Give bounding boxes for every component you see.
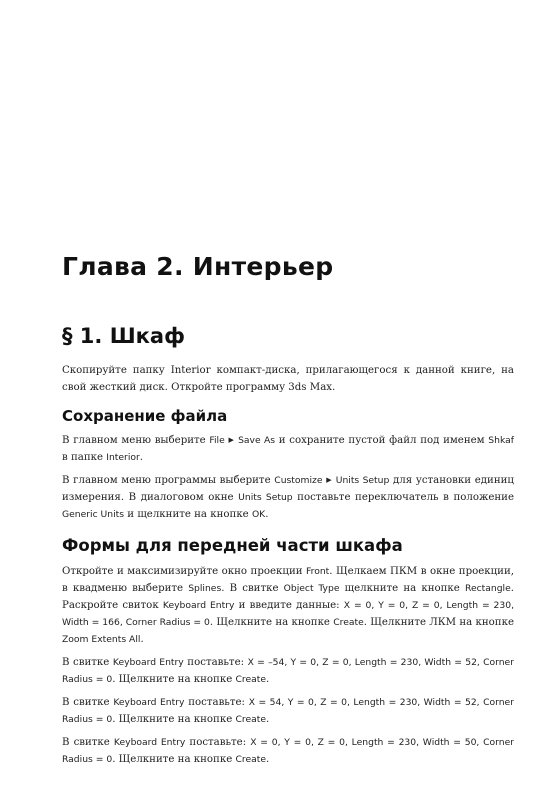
page-content <box>62 250 514 768</box>
text-run: . <box>139 452 144 463</box>
forms-paragraph-4 <box>62 734 514 768</box>
text-run: Откройте и максимизируйте окно проекции <box>62 566 307 577</box>
button-create: Create <box>235 674 267 685</box>
menu-name-customize: Customize <box>274 475 323 486</box>
dialog-name-units-setup: Units Setup <box>238 492 293 503</box>
text-run: . Щелкните на кнопке <box>112 754 236 765</box>
button-zoom-extents-all: Zoom Extents All <box>62 634 141 645</box>
button-rectangle: Rectangle <box>464 583 511 594</box>
option-generic-units: Generic Units <box>62 509 125 520</box>
rollout-keyboard-entry: Keyboard Entry <box>162 600 235 611</box>
forms-heading: Формы для передней части шкафа <box>62 536 403 555</box>
text-run: поставьте переключатель в положение <box>292 492 514 503</box>
text-run: щелкните на кнопке <box>339 583 465 594</box>
text-run: . Щелкните на кнопке <box>112 714 236 725</box>
text-run: поставьте: <box>185 737 251 748</box>
rollout-keyboard-entry: Keyboard Entry <box>112 657 184 668</box>
text-run: . <box>266 754 270 765</box>
menu-name-file: File <box>209 435 225 446</box>
text-run: . Щелкните на кнопке <box>112 674 236 685</box>
menu-arrow-icon: ▶ <box>228 436 235 444</box>
param-values: X = –54, Y = 0, Z = 0, Length = 230, Width = 52, Corner Radius = 0 <box>62 657 514 685</box>
text-run: поставьте: <box>184 697 249 708</box>
rollout-object-type: Object Type <box>283 583 340 594</box>
intro-paragraph: Скопируйте папку Interior компакт-диска, прилагающегося к данной книге, на свой жесткий диск. Откройте программу 3ds Max. <box>62 365 514 393</box>
text-run: для установки единиц измерения. В диалоговом окне <box>62 475 514 503</box>
text-run: В свитке <box>62 657 113 668</box>
viewport-front: Front <box>306 566 330 577</box>
folder-name: Interior <box>106 452 140 463</box>
text-run: поставьте: <box>183 657 248 668</box>
text-run: . Щелкните на кнопке <box>209 617 334 628</box>
forms-paragraph-1 <box>62 563 514 648</box>
button-name-ok: OK <box>251 509 266 520</box>
text-run: . <box>266 714 270 725</box>
save-file-heading: Сохранение файла <box>62 407 228 425</box>
section-title: § 1. Шкаф <box>62 324 185 348</box>
button-create: Create <box>235 754 267 765</box>
chapter-title: Глава 2. Интерьер <box>62 252 334 281</box>
text-run: . Щелкаем ПКМ в окне проекции, в квадменю выберите <box>62 566 514 594</box>
save-file-paragraph-1 <box>62 432 514 466</box>
forms-paragraph-3 <box>62 694 514 728</box>
text-run: и щелкните на кнопке <box>124 509 252 520</box>
text-run: и введите данные: <box>234 600 344 611</box>
text-run: В главном меню программы выберите <box>62 475 275 486</box>
menu-name-units-setup: Units Setup <box>335 475 390 486</box>
text-run: В главном меню выберите <box>62 435 210 446</box>
file-name: Shkaf <box>488 435 514 446</box>
menu-splines: Splines <box>188 583 222 594</box>
param-values: X = 0, Y = 0, Z = 0, Length = 230, Width = 50, Corner Radius = 0 <box>62 737 514 765</box>
button-create: Create <box>333 617 364 628</box>
rollout-keyboard-entry: Keyboard Entry <box>113 697 185 708</box>
menu-name-saveas: Save As <box>238 435 276 446</box>
text-run: в папке <box>62 452 107 463</box>
text-run: В свитке <box>62 737 114 748</box>
text-run: . В свитке <box>221 583 284 594</box>
menu-arrow-icon: ▶ <box>326 476 333 484</box>
text-run: и сохраните пустой файл под именем <box>275 435 489 446</box>
button-create: Create <box>235 714 267 725</box>
text-run: . <box>140 634 144 645</box>
text-run: . <box>265 509 269 520</box>
text-run: . <box>266 674 270 685</box>
text-run: В свитке <box>62 697 114 708</box>
param-values: X = 0, Y = 0, Z = 0, Length = 230, Width = 166, Corner Radius = 0 <box>62 600 514 628</box>
text-run: . Щелкните ЛКМ на кнопке <box>363 617 514 628</box>
save-file-paragraph-2 <box>62 472 514 523</box>
rollout-keyboard-entry: Keyboard Entry <box>113 737 186 748</box>
text-run: . Раскройте свиток <box>62 583 514 611</box>
param-values: X = 54, Y = 0, Z = 0, Length = 230, Width = 52, Corner Radius = 0 <box>62 697 514 725</box>
forms-paragraph-2 <box>62 654 514 688</box>
